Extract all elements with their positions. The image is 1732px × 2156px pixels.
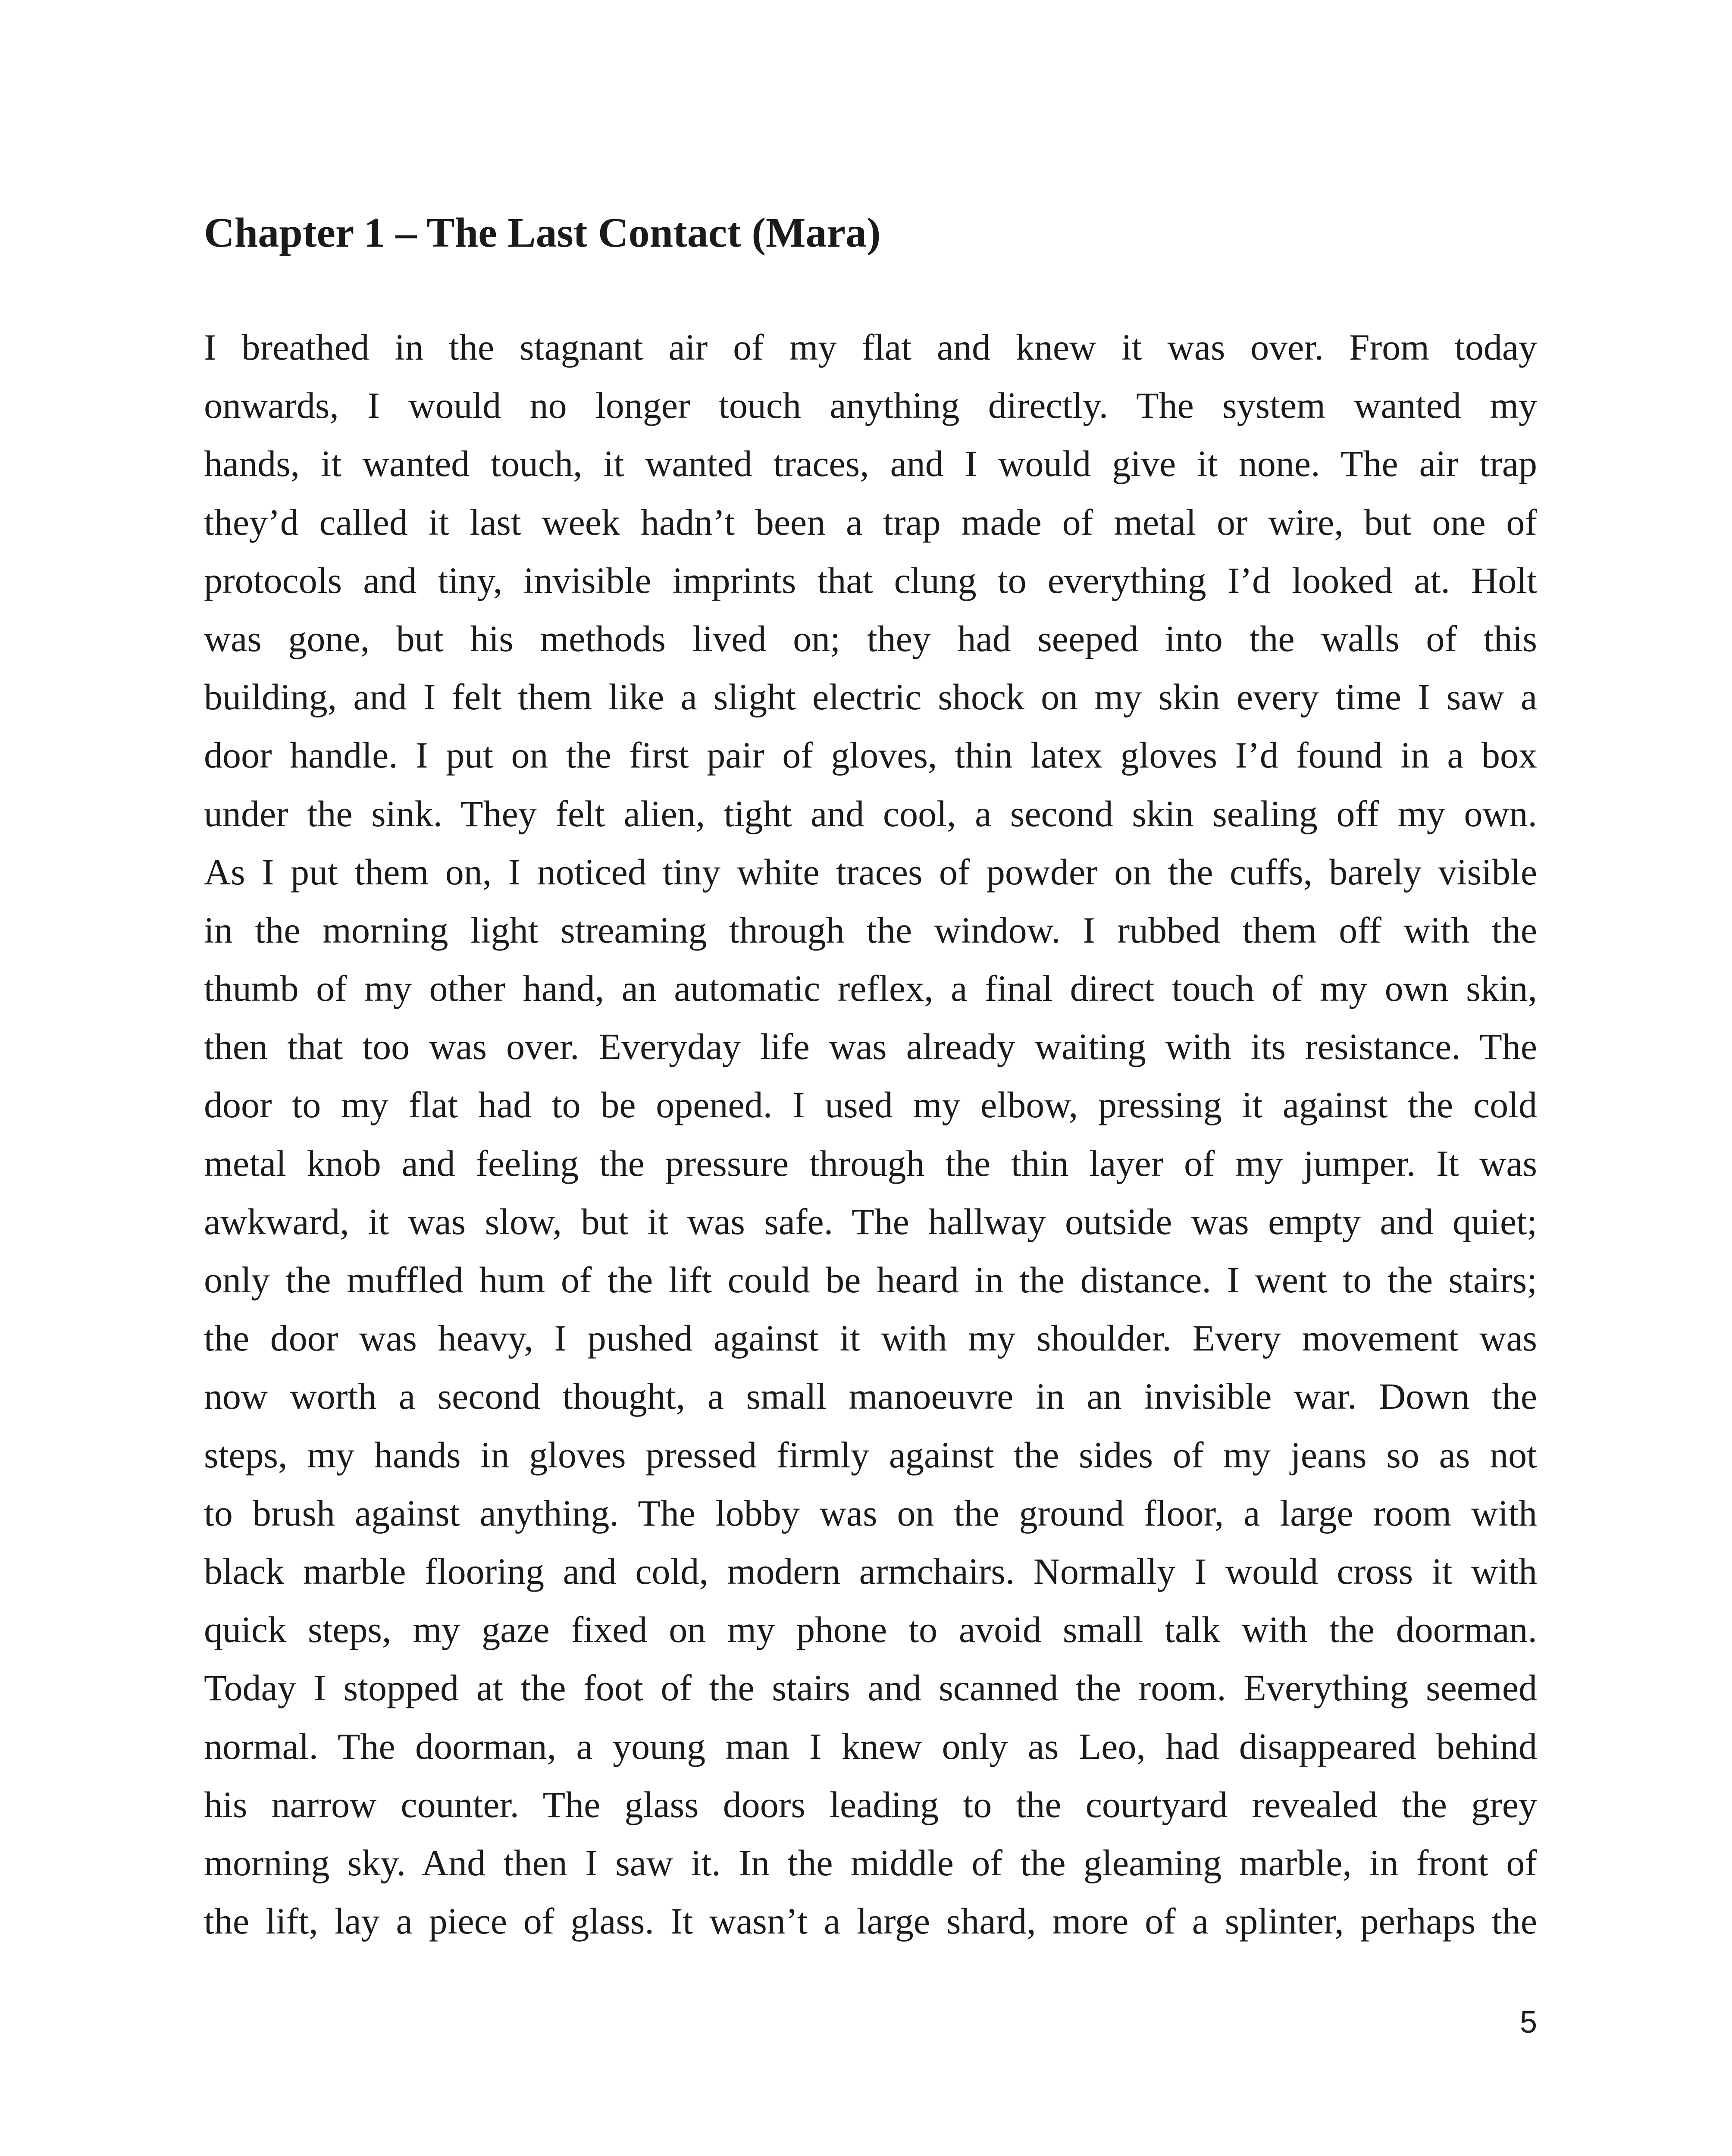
body-text [204, 318, 1537, 1950]
text-line: black marble flooring and cold, modern armchairs. Normally I would cross it with [204, 1550, 1537, 1592]
text-line: building, and I felt them like a slight electric shock on my skin every time I saw a [204, 676, 1537, 718]
text-line: I breathed in the stagnant air of my flat and knew it was over. From today [204, 326, 1537, 368]
text-line: under the sink. They felt alien, tight and cool, a second skin sealing off my own. [204, 793, 1537, 834]
chapter-title: Chapter 1 – The Last Contact (Mara) [204, 210, 881, 256]
text-line: now worth a second thought, a small manoeuvre in an invisible war. Down the [204, 1376, 1537, 1417]
text-line: they’d called it last week hadn’t been a trap made of metal or wire, but one of [204, 501, 1537, 543]
text-line: awkward, it was slow, but it was safe. The hallway outside was empty and quiet; [204, 1200, 1537, 1242]
text-line: in the morning light streaming through the window. I rubbed them off with the [204, 909, 1537, 951]
text-line: steps, my hands in gloves pressed firmly against the sides of my jeans so as not [204, 1434, 1537, 1476]
text-line: door to my flat had to be opened. I used my elbow, pressing it against the cold [204, 1084, 1537, 1126]
text-line: his narrow counter. The glass doors leading to the courtyard revealed the grey [204, 1783, 1537, 1825]
text-line: door handle. I put on the first pair of gloves, thin latex gloves I’d found in a box [204, 734, 1537, 776]
text-line: to brush against anything. The lobby was on the ground floor, a large room with [204, 1492, 1537, 1534]
text-line: normal. The doorman, a young man I knew only as Leo, had disappeared behind [204, 1725, 1537, 1767]
text-line: thumb of my other hand, an automatic reflex, a final direct touch of my own skin, [204, 968, 1537, 1009]
text-line: the lift, lay a piece of glass. It wasn’t a large shard, more of a splinter, perhaps the [204, 1900, 1537, 1942]
text-line: hands, it wanted touch, it wanted traces, and I would give it none. The air trap [204, 443, 1537, 485]
text-line: onwards, I would no longer touch anything directly. The system wanted my [204, 385, 1537, 426]
page-number: 5 [1519, 2005, 1537, 2040]
text-line: was gone, but his methods lived on; they had seeped into the walls of this [204, 617, 1537, 659]
text-line: the door was heavy, I pushed against it with my shoulder. Every movement was [204, 1317, 1537, 1359]
text-line: then that too was over. Everyday life was already waiting with its resistance. The [204, 1026, 1537, 1068]
text-line: protocols and tiny, invisible imprints that clung to everything I’d looked at. Holt [204, 559, 1537, 601]
text-line: metal knob and feeling the pressure through the thin layer of my jumper. It was [204, 1142, 1537, 1184]
text-line: quick steps, my gaze fixed on my phone to avoid small talk with the doorman. [204, 1609, 1537, 1651]
text-line: morning sky. And then I saw it. In the middle of the gleaming marble, in front of [204, 1842, 1537, 1883]
text-line: As I put them on, I noticed tiny white traces of powder on the cuffs, barely visible [204, 851, 1537, 893]
text-line: Today I stopped at the foot of the stairs and scanned the room. Everything seemed [204, 1667, 1537, 1709]
text-line: only the muffled hum of the lift could be heard in the distance. I went to the stairs; [204, 1259, 1537, 1300]
